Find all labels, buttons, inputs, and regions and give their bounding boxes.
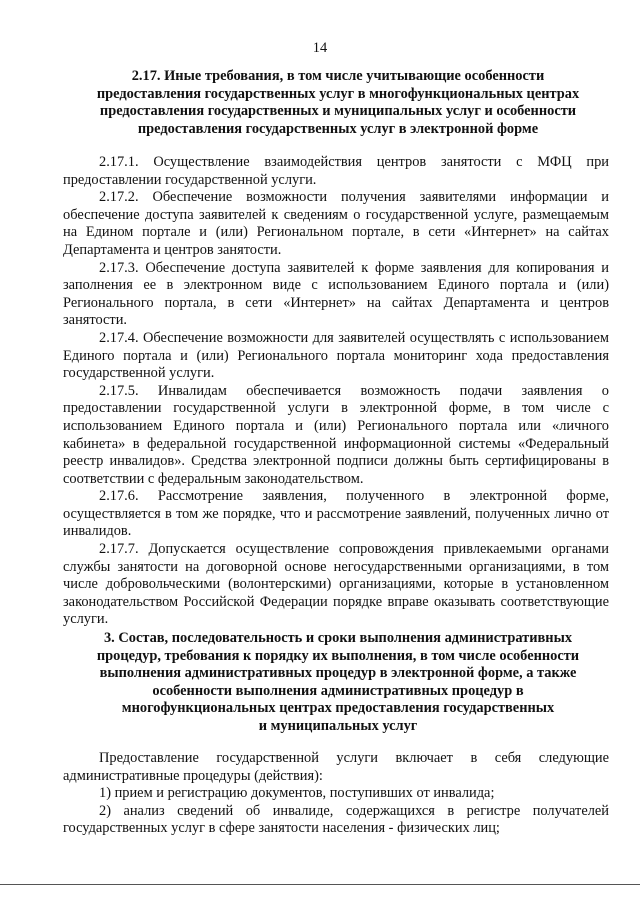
heading-line: предоставления государственных услуг в многофункциональных центрах	[96, 85, 580, 102]
heading-line: многофункциональных центрах предоставления государственных	[121, 700, 555, 717]
paragraph-2-17-1: 2.17.1. Осуществление взаимодействия центров занятости с МФЦ при предоставлении государственной услуги.	[63, 154, 609, 188]
paragraph-2-17-3: 2.17.3. Обеспечение доступа заявителей к форме заявления для копирования и заполнения ее в электронном виде с использованием Единого портала и (или) Регионального портала, в сети «Интернет» на сайтах Департамента и центров занятости.	[63, 259, 609, 329]
section-2-17-heading	[70, 68, 606, 138]
heading-line: и муниципальных услуг	[258, 717, 418, 734]
paragraph-2-17-4: 2.17.4. Обеспечение возможности для заявителей осуществлять с использованием Единого портала и (или) Регионального портала мониторинг хода предоставления государственной услуги.	[63, 329, 609, 382]
list-item: 2) анализ сведений об инвалиде, содержащихся в регистре получателей государственных услуг в сфере занятости населения - физических лиц;	[63, 802, 609, 837]
heading-line: процедур, требования к порядку их выполнения, в том числе особенности	[96, 647, 580, 664]
heading-line: 2.17. Иные требования, в том числе учитывающие особенности	[131, 68, 545, 84]
section-3-body	[63, 750, 609, 838]
paragraph-2-17-2: 2.17.2. Обеспечение возможности получения заявителями информации и обеспечение доступа заявителей к сведениям о государственной услуге, размещаемым на Едином портале и (или) Региональном портале, в сети «Интернет» на сайтах Департамента и центров занятости.	[63, 189, 609, 258]
heading-line: особенности выполнения административных процедур в	[152, 682, 524, 699]
page-bottom-divider	[0, 884, 640, 885]
section-2-17-body	[63, 154, 609, 629]
paragraph-2-17-5: 2.17.5. Инвалидам обеспечивается возможность подачи заявления о предоставлении государственной услуги в электронной форме, в том числе с использованием Единого портала и (или) Регионального портала или «личного кабинета» в федеральной государственной информационной системы «Федеральный реестр инвалидов». Средства электронной подписи должны быть сертифицированы в соответствии с федеральным законодательством.	[63, 382, 609, 487]
paragraph-2-17-7: 2.17.7. Допускается осуществление сопровождения привлекаемыми органами службы занятости на договорной основе негосударственными организациями, в том числе добровольческими (волонтерскими) организациями, которые в установленном законодательством Российской Федерации порядке вправе оказывать соответствующие услуги.	[63, 541, 609, 628]
section-3-heading	[70, 630, 606, 736]
paragraph-intro: Предоставление государственной услуги включает в себя следующие административные процедуры (действия):	[63, 750, 609, 784]
heading-line: предоставления государственных услуг в электронной форме	[137, 120, 539, 137]
list-item: 1) прием и регистрацию документов, поступивших от инвалида;	[99, 785, 495, 802]
heading-line: выполнения административных процедур в электронной форме, а также	[99, 665, 577, 682]
heading-line: предоставления государственных и муниципальных услуг и особенности	[99, 103, 577, 120]
heading-line: 3. Состав, последовательность и сроки выполнения административных	[103, 630, 573, 646]
paragraph-2-17-6: 2.17.6. Рассмотрение заявления, полученного в электронной форме, осуществляется в том же порядке, что и рассмотрение заявлений, полученных лично от инвалидов.	[63, 488, 609, 540]
page-number: 14	[312, 40, 328, 56]
